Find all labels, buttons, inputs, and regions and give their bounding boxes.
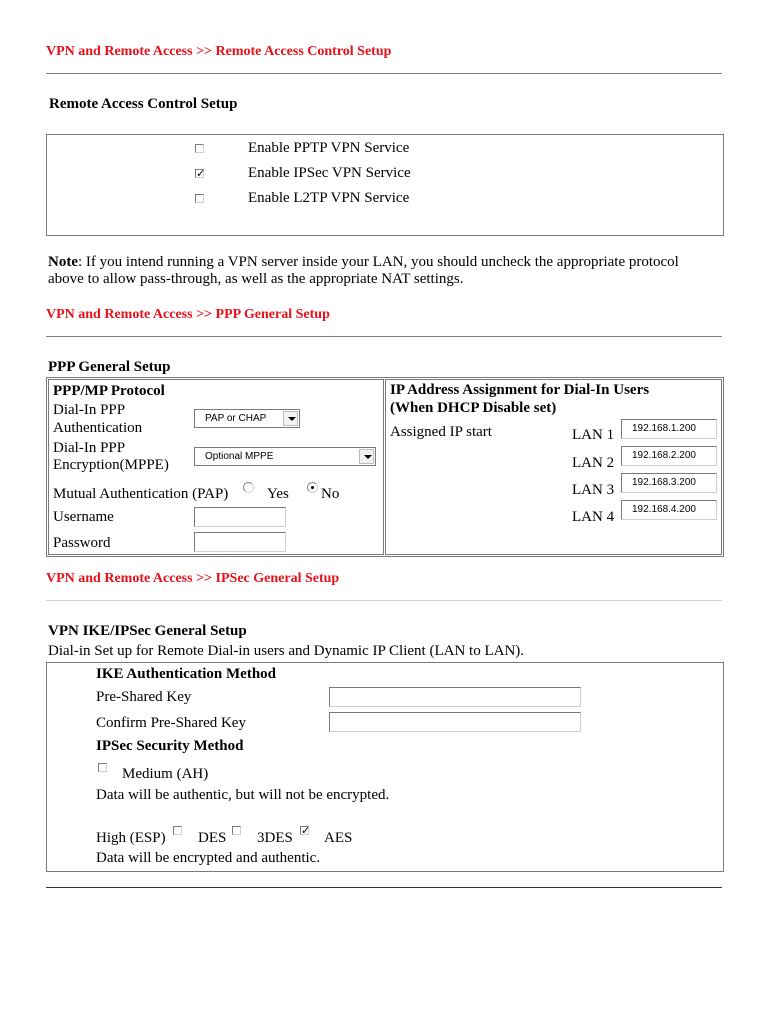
password-label: Password xyxy=(53,535,111,551)
3des-label: 3DES xyxy=(257,830,293,846)
pptp-checkbox[interactable] xyxy=(195,144,204,153)
auth-label-1: Dial-In PPP xyxy=(53,402,126,418)
lan4-ip-input[interactable]: 192.168.4.200 xyxy=(621,500,717,520)
enc-label-2: Encryption(MPPE) xyxy=(53,457,169,473)
enc-label-1: Dial-In PPP xyxy=(53,440,126,456)
auth-select[interactable] xyxy=(194,409,300,428)
medium-ah-label: Medium (AH) xyxy=(122,766,209,782)
bottom-divider xyxy=(46,887,722,888)
note-label: Note xyxy=(48,254,78,270)
lan2-label: LAN 2 xyxy=(572,455,615,471)
breadcrumb-ipsec-general: VPN and Remote Access >> IPSec General Setup xyxy=(46,571,340,586)
ip-assignment-header-2: (When DHCP Disable set) xyxy=(390,400,557,416)
username-input[interactable] xyxy=(194,507,286,527)
auth-select-value: PAP or CHAP xyxy=(205,413,267,424)
medium-ah-checkbox[interactable] xyxy=(98,763,107,772)
ike-auth-header: IKE Authentication Method xyxy=(96,666,277,682)
confirm-psk-label: Confirm Pre-Shared Key xyxy=(96,715,246,731)
divider xyxy=(46,600,722,601)
aes-checkbox[interactable] xyxy=(300,826,309,835)
note-text-1: : If you intend running a VPN server inside your LAN, you should uncheck the appropriate protocol xyxy=(78,254,679,270)
ike-ipsec-subtitle: Dial-in Set up for Remote Dial-in users and Dynamic IP Client (LAN to LAN). xyxy=(48,643,525,659)
divider xyxy=(46,73,722,74)
note-line-1 xyxy=(48,254,679,271)
chevron-down-icon xyxy=(359,449,374,464)
lan1-ip-input[interactable]: 192.168.1.200 xyxy=(621,419,717,439)
remote-access-options-box xyxy=(46,134,724,236)
lan2-ip-input[interactable]: 192.168.2.200 xyxy=(621,446,717,466)
lan3-label: LAN 3 xyxy=(572,482,615,498)
psk-input[interactable] xyxy=(329,687,581,707)
breadcrumb-ppp-general: VPN and Remote Access >> PPP General Setup xyxy=(46,307,330,322)
ip-assignment-header-1: IP Address Assignment for Dial-In Users xyxy=(390,382,650,398)
lan1-label: LAN 1 xyxy=(572,427,615,443)
assigned-ip-start-label: Assigned IP start xyxy=(390,424,492,440)
des-label: DES xyxy=(198,830,227,846)
mutual-no-radio[interactable] xyxy=(307,482,318,493)
ppp-general-table xyxy=(46,377,724,557)
note-line-2: above to allow pass-through, as well as the appropriate NAT settings. xyxy=(48,271,464,287)
ppp-general-title: PPP General Setup xyxy=(48,359,171,375)
ipsec-settings-box xyxy=(46,662,724,872)
username-label: Username xyxy=(53,509,114,525)
psk-label: Pre-Shared Key xyxy=(96,689,192,705)
l2tp-checkbox[interactable] xyxy=(195,194,204,203)
lan3-ip-input[interactable]: 192.168.3.200 xyxy=(621,473,717,493)
ike-ipsec-title: VPN IKE/IPSec General Setup xyxy=(48,623,247,639)
mutual-no-label: No xyxy=(321,486,340,502)
mutual-yes-radio[interactable] xyxy=(243,482,254,493)
aes-label: AES xyxy=(324,830,353,846)
lan4-label: LAN 4 xyxy=(572,509,615,525)
encryption-select-value: Optional MPPE xyxy=(205,451,274,462)
radio-dot-icon xyxy=(311,486,314,489)
pptp-label: Enable PPTP VPN Service xyxy=(248,140,410,156)
ppp-mp-protocol-header: PPP/MP Protocol xyxy=(53,383,165,399)
chevron-down-icon xyxy=(283,411,298,426)
l2tp-label: Enable L2TP VPN Service xyxy=(248,190,410,206)
auth-label-2: Authentication xyxy=(53,420,143,436)
ipsec-label: Enable IPSec VPN Service xyxy=(248,165,411,181)
high-esp-label: High (ESP) xyxy=(96,830,166,846)
des-checkbox[interactable] xyxy=(173,826,182,835)
ip-assignment-cell xyxy=(385,379,722,555)
remote-access-control-title: Remote Access Control Setup xyxy=(49,96,238,112)
high-desc: Data will be encrypted and authentic. xyxy=(96,850,321,866)
ipsec-checkbox[interactable] xyxy=(195,169,204,178)
breadcrumb-remote-access-control: VPN and Remote Access >> Remote Access Control Setup xyxy=(46,44,392,59)
divider xyxy=(46,336,722,337)
mutual-yes-label: Yes xyxy=(267,486,289,502)
encryption-select[interactable] xyxy=(194,447,376,466)
ppp-mp-protocol-cell xyxy=(48,379,384,555)
confirm-psk-input[interactable] xyxy=(329,712,581,732)
mutual-auth-label: Mutual Authentication (PAP) xyxy=(53,486,229,502)
check-icon: ✓ xyxy=(301,824,311,837)
check-icon: ✓ xyxy=(196,167,206,180)
password-input[interactable] xyxy=(194,532,286,552)
medium-desc: Data will be authentic, but will not be encrypted. xyxy=(96,787,390,803)
ipsec-security-header: IPSec Security Method xyxy=(96,738,244,754)
3des-checkbox[interactable] xyxy=(232,826,241,835)
